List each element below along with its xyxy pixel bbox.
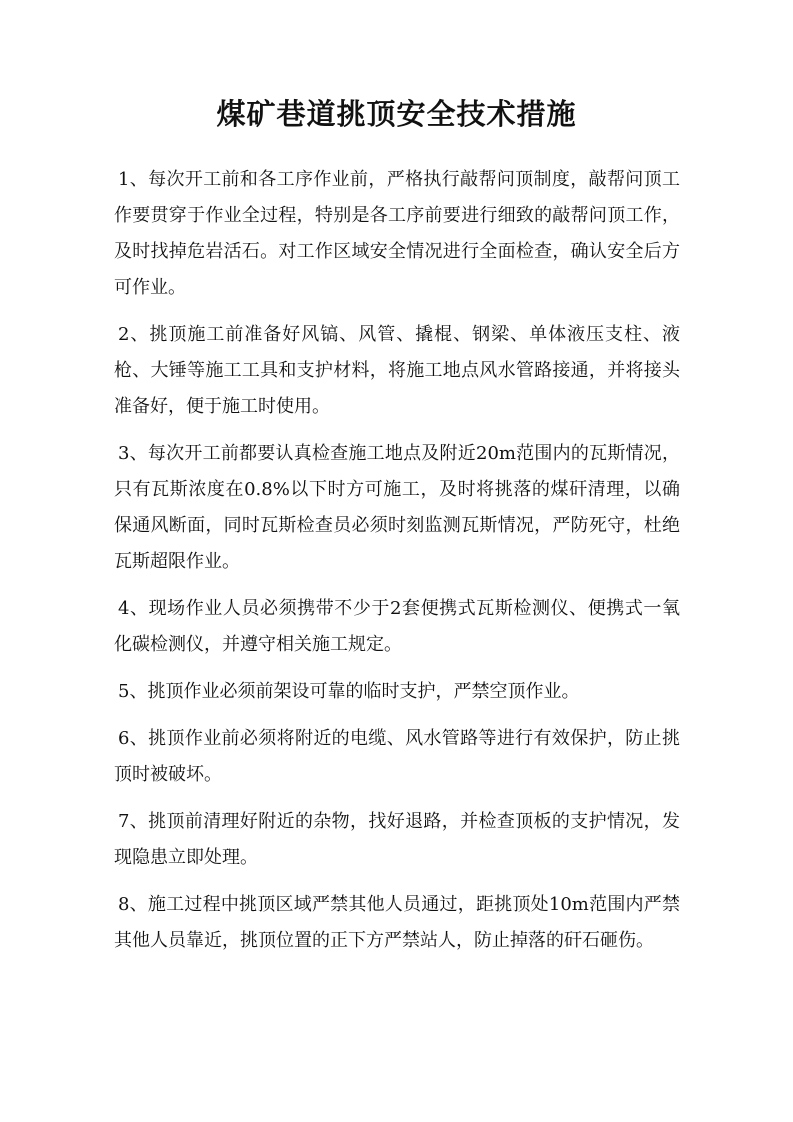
paragraph-2: 2、挑顶施工前准备好风镐、风管、撬棍、钢梁、单体液压支柱、液枪、大锤等施工工具和支护材料，将施工地点风水管路接通，并将接头准备好，便于施工时使用。 xyxy=(114,324,680,417)
paragraph-8: 8、施工过程中挑顶区域严禁其他人员通过，距挑顶处10m范围内严禁其他人员靠近，挑顶位置的正下方严禁站人，防止掉落的矸石砸伤。 xyxy=(114,894,680,951)
paragraph-1: 1、每次开工前和各工序作业前，严格执行敲帮问顶制度，敲帮问顶工作要贯穿于作业全过程，特别是各工序前要进行细致的敲帮问顶工作，及时找掉危岩活石。对工作区域安全情况进行全面检查，确认安全后方可作业。 xyxy=(114,169,680,298)
paragraph-3: 3、每次开工前都要认真检查施工地点及附近20m范围内的瓦斯情况，只有瓦斯浓度在0.8%以下时方可施工，及时将挑落的煤矸清理，以确保通风断面，同时瓦斯检查员必须时刻监测瓦斯情况，严防死守，杜绝瓦斯超限作业。 xyxy=(114,443,680,572)
paragraph-7: 7、挑顶前清理好附近的杂物，找好退路，并检查顶板的支护情况，发现隐患立即处理。 xyxy=(114,811,680,868)
document-title: 煤矿巷道挑顶安全技术措施 xyxy=(216,97,577,131)
paragraph-5: 5、挑顶作业必须前架设可靠的临时支护，严禁空顶作业。 xyxy=(118,681,580,702)
document-body xyxy=(114,162,680,970)
paragraph-4: 4、现场作业人员必须携带不少于2套便携式瓦斯检测仪、便携式一氧化碳检测仪，并遵守相关施工规定。 xyxy=(114,598,680,655)
paragraph-6: 6、挑顶作业前必须将附近的电缆、风水管路等进行有效保护，防止挑顶时被破坏。 xyxy=(114,728,680,785)
